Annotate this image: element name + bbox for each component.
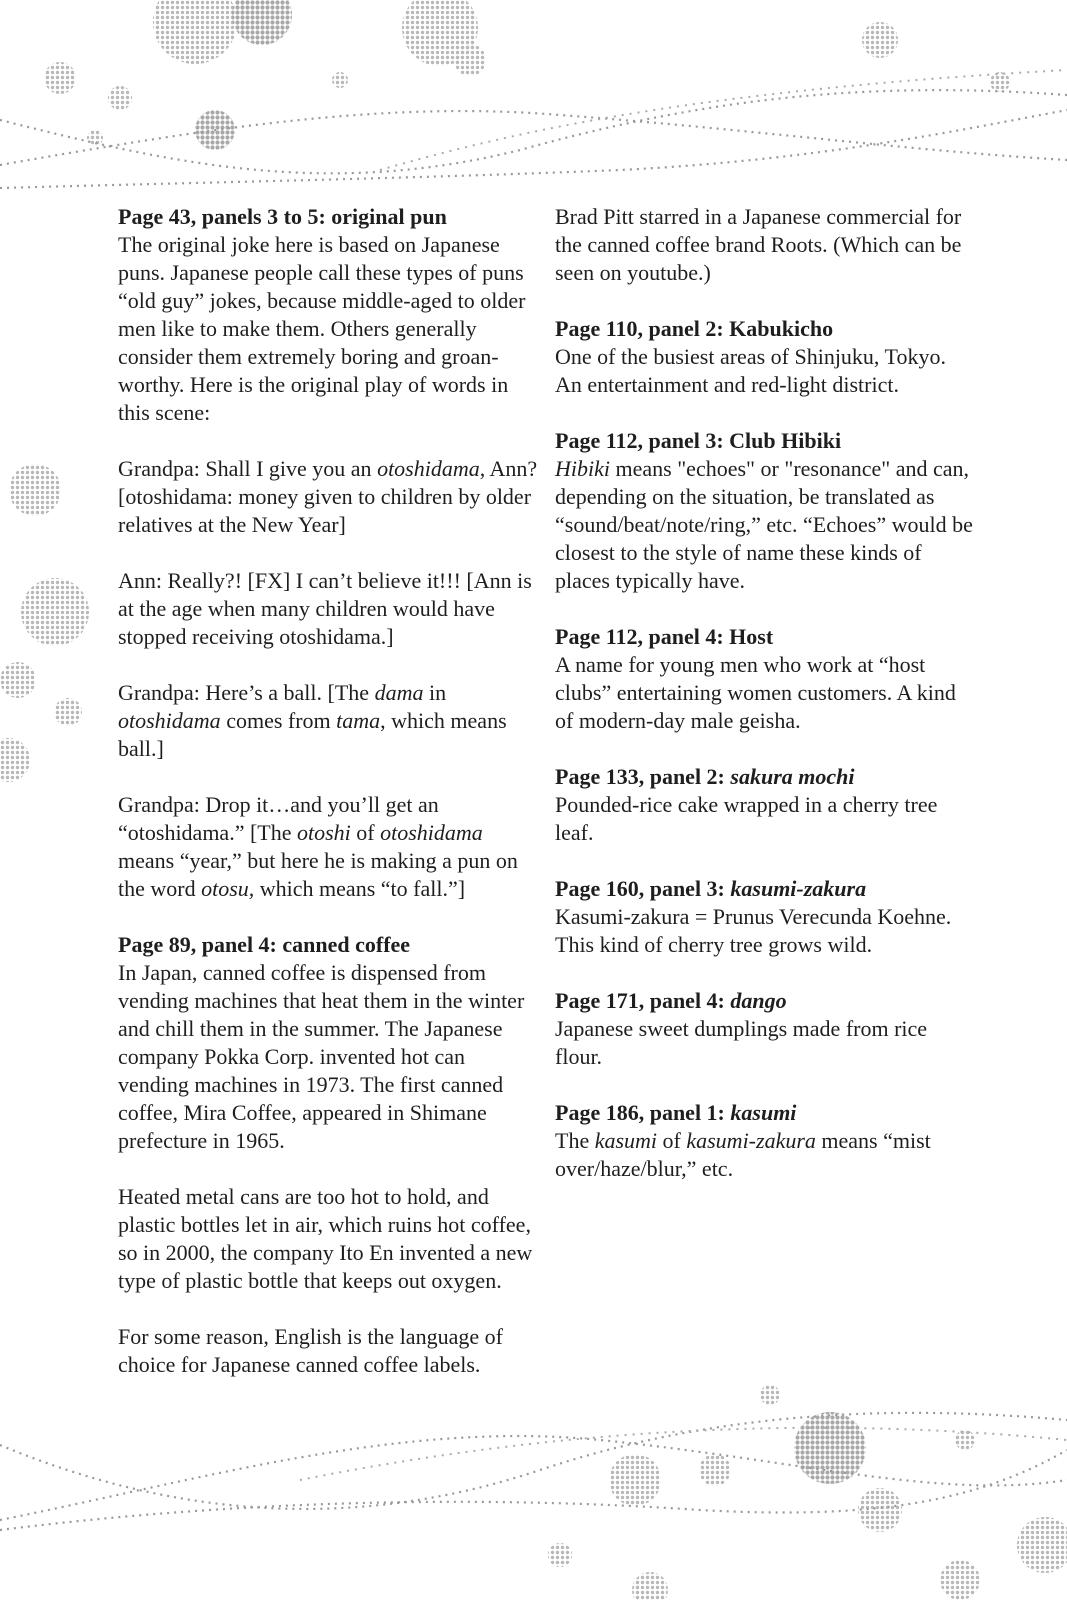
pun-line-2: Ann: Really?! [FX] I can’t believe it!!! [Ann is at the age when many children would have stopped receiving otoshidama.] [118,568,532,649]
host-heading: Page 112, panel 4: Host [555,624,774,649]
coffee-section [118,931,538,1155]
hibiki-heading: Page 112, panel 3: Club Hibiki [555,428,842,453]
dango-heading: Page 171, panel 4: dango [555,988,787,1013]
kasumi-section [555,1099,975,1183]
dango-section [555,987,975,1071]
host-section [555,623,975,735]
pun-heading: Page 43, panels 3 to 5: original pun [118,204,447,229]
kasumi-zakura-heading: Page 160, panel 3: kasumi-zakura [555,876,867,901]
kabukicho-section [555,315,975,399]
kasumi-body: The kasumi of kasumi-zakura means “mist over/haze/blur,” etc. [555,1128,931,1181]
pun-line-4: Grandpa: Drop it…and you’ll get an “otoshidama.” [The otoshi of otoshidama means “year,” but here he is making a pun on the word otosu, which means “to fall.”] [118,792,518,901]
bottom-dot-ornament [0,1385,1067,1600]
kasumi-zakura-body: Kasumi-zakura = Prunus Verecunda Koehne. This kind of cherry tree grows wild. [555,904,952,957]
left-dot-ornament [0,464,89,782]
kasumi-zakura-section [555,875,975,959]
pun-line-3: Grandpa: Here’s a ball. [The dama in otoshidama comes from tama, which means ball.] [118,680,507,761]
sakura-mochi-heading: Page 133, panel 2: sakura mochi [555,764,855,789]
coffee-paragraph-3: For some reason, English is the language of choice for Japanese canned coffee labels. [118,1324,503,1377]
host-body: A name for young men who work at “host clubs” entertaining women customers. A kind of modern-day male geisha. [555,652,956,733]
pun-intro: The original joke here is based on Japanese puns. Japanese people call these types of puns “old guy” jokes, because middle-aged to older men like to make them. Others generally consider them extremely boring and groan-worthy. Here is the original play of words in this scene: [118,232,526,425]
left-column [118,203,538,1407]
kabukicho-heading: Page 110, panel 2: Kabukicho [555,316,834,341]
right-column [555,203,975,1211]
dango-body: Japanese sweet dumplings made from rice flour. [555,1016,928,1069]
sakura-mochi-body: Pounded-rice cake wrapped in a cherry tree leaf. [555,792,938,845]
coffee-heading: Page 89, panel 4: canned coffee [118,932,411,957]
pun-line-1: Grandpa: Shall I give you an otoshidama, Ann? [otoshidama: money given to children by older relatives at the New Year] [118,456,538,537]
kasumi-heading: Page 186, panel 1: kasumi [555,1100,797,1125]
coffee-continued: Brad Pitt starred in a Japanese commercial for the canned coffee brand Roots. (Which can be seen on youtube.) [555,204,962,285]
hibiki-section [555,427,975,595]
pun-section [118,203,538,427]
hibiki-body: Hibiki means "echoes" or "resonance" and can, depending on the situation, be translated as “sound/beat/note/ring,” etc. “Echoes” would be closest to the style of name these kinds of places typically have. [555,456,973,593]
kabukicho-body: One of the busiest areas of Shinjuku, Tokyo. An entertainment and red-light district. [555,344,946,397]
top-dot-ornament [0,0,1067,188]
coffee-paragraph-1: In Japan, canned coffee is dispensed from vending machines that heat them in the winter and chill them in the summer. The Japanese company Pokka Corp. invented hot can vending machines in 1973. The first canned coffee, Mira Coffee, appeared in Shimane prefecture in 1965. [118,960,525,1153]
sakura-mochi-section [555,763,975,847]
coffee-paragraph-2: Heated metal cans are too hot to hold, and plastic bottles let in air, which ruins hot coffee, so in 2000, the company Ito En invented a new type of plastic bottle that keeps out oxygen. [118,1184,533,1293]
